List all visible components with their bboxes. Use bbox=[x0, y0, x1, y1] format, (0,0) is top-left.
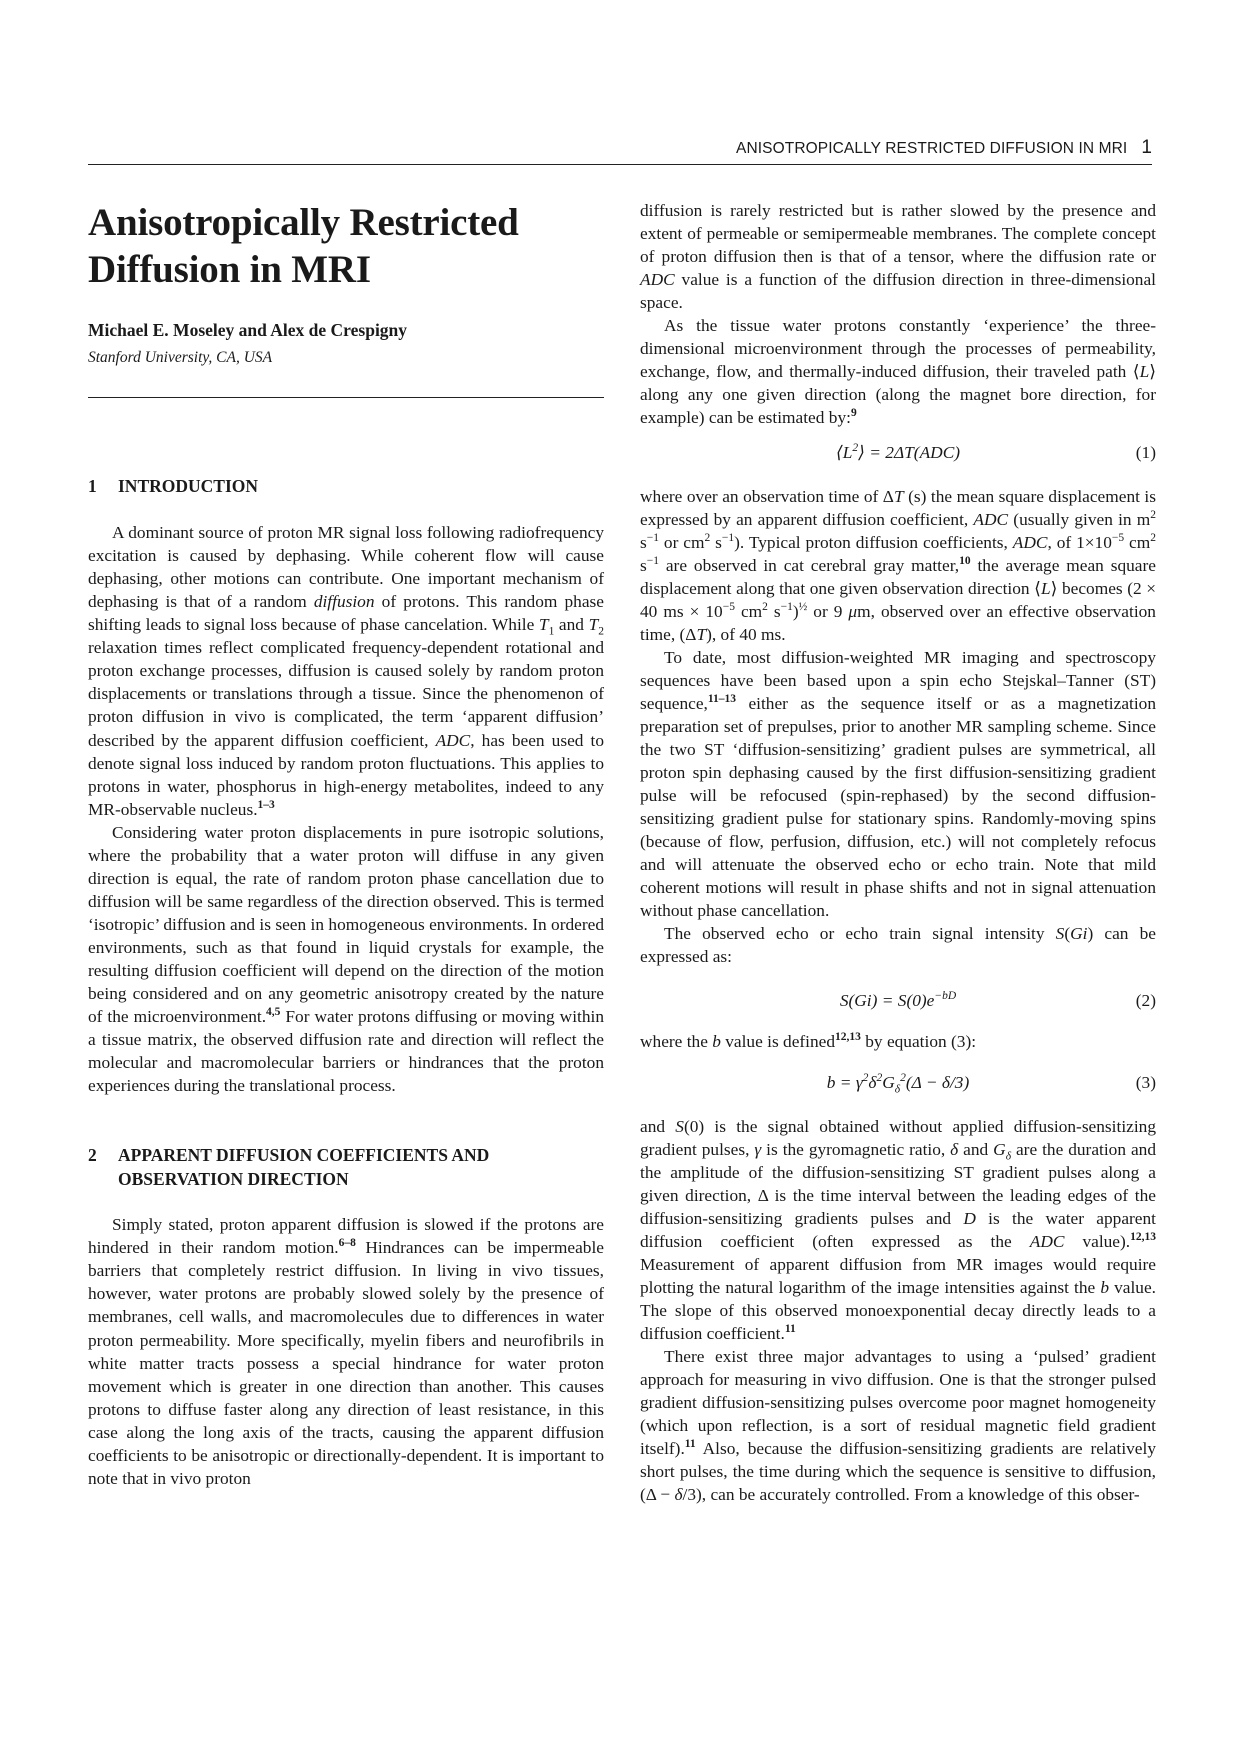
paragraph-intro-2: Considering water proton displacements in pure isotropic solutions, where the probability that a water proton will diffuse in any given direction is equal, the rate of random proton phase cancellation due to diffusion will be same regardless of the direction observed. This is termed ‘isotropic’ diffusion and is seen in homogeneous environments. In ordered environments, such as that found in liquid crystals for example, the resulting diffusion coefficient will depend on the direction of the motion being considered and on any geometric anisotropy created by the nature of the microenvironment.$^{4,5}$ For water protons diffusing or moving within a tissue matrix, the observed diffusion rate and direction will reflect the molecular and macromolecular barriers or hindrances that the proton experiences during the translational process. bbox=[88, 822, 604, 1096]
running-title: ANISOTROPICALLY RESTRICTED DIFFUSION IN MRI bbox=[736, 140, 1128, 157]
paragraph-adc-1: Simply stated, proton apparent diffusion is slowed if the protons are hindered in their random motion.$^{6-8}$ Hindrances can be impermeable barriers that completely restrict diffusion. In living in vivo tissues, however, water protons are probably slowed solely by the presence of membranes, cell walls, and macromolecules due to differences in water proton permeability. More specifically, myelin fibers and neurofibrils in white matter tracts possess a special hindrance for water proton movement which is greater in one direction than another. This causes protons to diffuse faster along any direction of least resistance, in this case along the long axis of the tracts, causing the apparent diffusion coefficients to be anisotropic or directionally-dependent. It is important to note that in vivo proton bbox=[88, 1215, 604, 1488]
page-number: 1 bbox=[1141, 137, 1152, 158]
running-header bbox=[88, 137, 1152, 159]
paragraph-tensor: diffusion is rarely restricted but is rather slowed by the presence and extent of permeable or semipermeable membranes. The complete concept of proton diffusion then is that of a tensor, where the diffusion rate or ADC value is a function of the diffusion direction in three-dimensional space. bbox=[640, 201, 1156, 313]
article-title: Anisotropically Restricted Diffusion in MRI bbox=[88, 201, 519, 291]
affiliation: Stanford University, CA, USA bbox=[88, 349, 273, 367]
authors: Michael E. Moseley and Alex de Crespigny bbox=[88, 320, 408, 340]
paragraph-intro-1: A dominant source of proton MR signal loss following radiofrequency excitation is caused by dephasing. While coherent flow will cause dephasing, other motions can contribute. One important mechanism of dephasing is that of a random diffusion of protons. This random phase shifting leads to signal loss because of phase cancelation. While $T_1$ and $T_2$ relaxation times reflect complicated frequency-dependent rotational and proton exchange processes, diffusion is caused solely by random proton displacements or translations through a tissue. Since the phenomenon of proton diffusion in vivo is complicated, the term ‘apparent diffusion’ described by the apparent diffusion coefficient, ADC, has been used to denote signal loss induced by random proton fluctuations. This applies to protons in water, phosphorus in high-energy metabolites, indeed to any MR-observable nucleus.$^{1-3}$ bbox=[88, 523, 604, 819]
paragraph-signal-intensity: The observed echo or echo train signal intensity S(Gi) can be expressed as: bbox=[640, 924, 1156, 967]
paragraph-advantages: There exist three major advantages to using a ‘pulsed’ gradient approach for measuring in vivo diffusion. One is that the stronger pulsed gradient diffusion-sensitizing pulses overcome poor magnet homogeneity (which upon reflection, is a sort of residual magnetic field gradient itself).$^{11}$ Also, because the diffusion-sensitizing gradients are relatively short pulses, the time during which the sequence is sensitive to diffusion, (Δ − δ/3), can be accurately controlled. From a knowledge of this obser- bbox=[640, 1347, 1156, 1505]
header-rule bbox=[88, 164, 1152, 165]
equation-1: $⟨L^2⟩ = 2\Delta T(ADC)$ (1) bbox=[835, 442, 1156, 463]
equation-2: $S(Gi) = S(0)e^{-bD}$ (2) bbox=[839, 989, 1156, 1010]
left-column bbox=[88, 199, 604, 1490]
paragraph-definitions: and S(0) is the signal obtained without applied diffusion-sensitizing gradient pulses, γ is the gyromagnetic ratio, δ and $G_\delta$ are the duration and the amplitude of the diffusion-sensitizing ST gradient pulses along a given direction, Δ is the time interval between the leading edges of the diffusion-sensitizing gradients pulses and D is the water apparent diffusion coefficient (often expressed as the ADC value).$^{12,13}$ Measurement of apparent diffusion from MR images would require plotting the natural logarithm of the image intensities against the b value. The slope of this observed monoexponential decay directly leads to a diffusion coefficient.$^{11}$ bbox=[640, 1116, 1157, 1344]
section-heading-adc: 2 APPARENT DIFFUSION COEFFICIENTS AND OBSERVATION DIRECTION bbox=[88, 1145, 490, 1190]
paragraph-b-value: where the b value is defined$^{12,13}$ by equation (3): bbox=[640, 1030, 977, 1051]
paragraph-path: As the tissue water protons constantly ‘experience’ the three-dimensional microenvironment through the processes of permeability, exchange, flow, and thermally-induced diffusion, their traveled path ⟨L⟩ along any one given direction (along the magnet bore direction, for example) can be estimated by:$^9$ bbox=[640, 316, 1156, 428]
paragraph-observation-time: where over an observation time of ΔT (s) the mean square displacement is expressed by an apparent diffusion coefficient, ADC (usually given in $m^2$ $s^{-1}$ or $cm^2$ $s^{-1}$). Typical proton diffusion coefficients, ADC, of $1\times 10^{-5}$ $cm^2$ $s^{-1}$ are observed in cat cerebral gray matter,$^{10}$ the average mean square displacement along that one given observation direction ⟨L⟩ becomes (2 × 40 ms × $10^{-5}$ $cm^2$ $s^{-1})^{\frac{1}{2}}$ or 9 μm, observed over an effective observation time, (ΔT), of 40 ms. bbox=[640, 486, 1157, 644]
title-rule bbox=[88, 397, 604, 398]
section-heading-introduction: 1 INTRODUCTION bbox=[88, 476, 259, 497]
paragraph-stejskal-tanner: To date, most diffusion-weighted MR imaging and spectroscopy sequences have been based upon a spin echo Stejskal–Tanner (ST) sequence,$^{11-13}$ either as the sequence itself or as a magnetization preparation set of prepulses, prior to another MR sampling scheme. Since the two ST ‘diffusion-sensitizing’ gradient pulses are symmetrical, all proton spin dephasing caused by the first diffusion-sensitizing gradient pulse will be refocused (spin-rephased) by the second diffusion-sensitizing gradient pulse for stationary spins. Randomly-moving spins (because of flow, perfusion, diffusion, etc.) will not completely refocus and will attenuate the observed echo or echo train. Note that mild coherent motions will result in phase shifts and not in signal attenuation without phase cancellation. bbox=[640, 647, 1156, 921]
equation-3: $b = \gamma^2\delta^2G_\delta^2(\Delta - \delta/3)$ (3) bbox=[826, 1071, 1156, 1096]
right-column bbox=[640, 199, 1156, 1506]
